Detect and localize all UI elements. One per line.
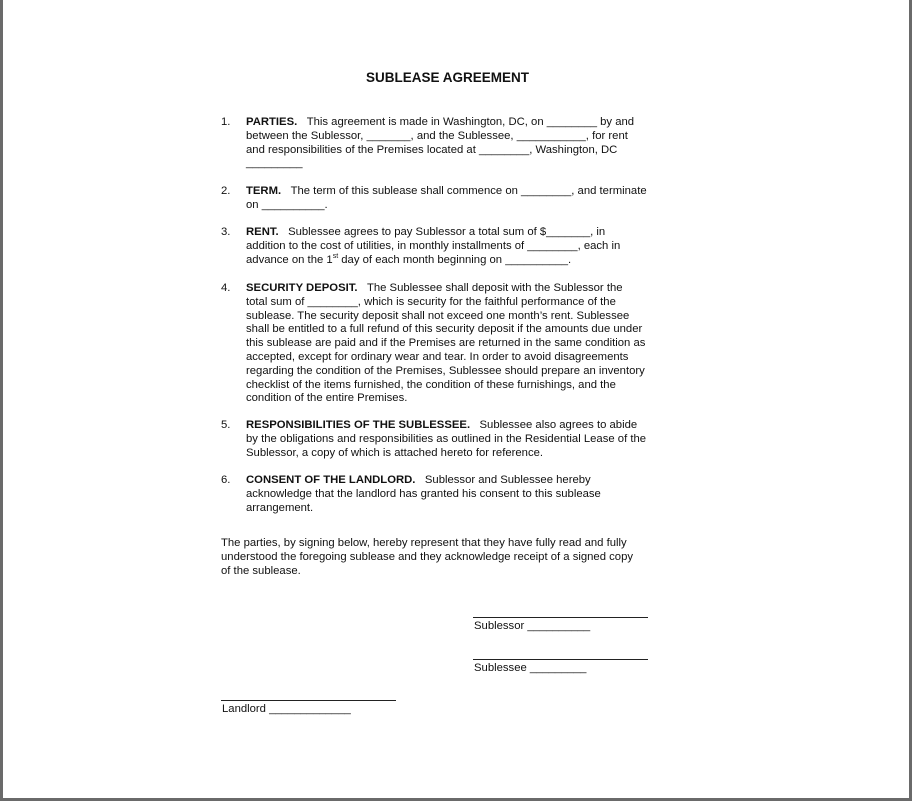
section-line: condition of the entire Premises. [246, 392, 408, 405]
section-line: The term of this sublease shall commence on ________, and terminate [290, 185, 647, 197]
section-rent [221, 226, 676, 267]
section-number: 2. [221, 185, 231, 197]
section-line: on __________. [246, 198, 328, 211]
section-line: acknowledge that the landlord has granted his consent to this sublease [246, 487, 601, 500]
closing-line: The parties, by signing below, hereby represent that they have fully read and fully [221, 537, 627, 549]
closing-line: understood the foregoing sublease and they acknowledge receipt of a signed copy [221, 550, 633, 563]
section-security-deposit [221, 282, 676, 406]
document-title: SUBLEASE AGREEMENT [365, 70, 529, 85]
section-line: total sum of ________, which is security for the faithful performance of the [246, 295, 616, 308]
section-number: 3. [221, 226, 231, 238]
section-line: by the obligations and responsibilities as outlined in the Residential Lease of the [246, 432, 647, 445]
section-line: Sublessee also agrees to abide [479, 419, 638, 431]
section-parties [221, 116, 676, 171]
section-number: 6. [221, 474, 231, 486]
section-line: The Sublessee shall deposit with the Sublessor the [366, 282, 623, 294]
section-heading: CONSENT OF THE LANDLORD. [246, 474, 416, 486]
section-number: 5. [221, 419, 231, 431]
section-line: _________ [246, 157, 303, 170]
section-line: and responsibilities of the Premises located at ________, Washington, DC [246, 143, 618, 156]
landlord-signature-line [221, 700, 396, 701]
sublessee-label: Sublessee _________ [474, 662, 587, 674]
section-line: Sublessee agrees to pay Sublessor a total sum of $_______, in [288, 226, 606, 238]
section-number: 1. [221, 116, 231, 128]
section-number: 4. [221, 282, 231, 294]
section-line: This agreement is made in Washington, DC, on ________ by and [306, 116, 635, 128]
section-heading: SECURITY DEPOSIT. [246, 282, 358, 294]
section-line: advance on the 1 [246, 253, 333, 266]
section-line: accepted, except for ordinary wear and tear. In order to avoid disagreements [246, 350, 629, 363]
section-line: sublease. The security deposit shall not exceed one month’s rent. Sublessee [246, 309, 630, 322]
ordinal-suffix: st [332, 252, 339, 260]
section-responsibilities [221, 419, 676, 460]
section-consent [221, 474, 676, 515]
landlord-label: Landlord _____________ [222, 703, 351, 715]
section-line: between the Sublessor, _______, and the Sublessee, ___________, for rent [246, 129, 628, 142]
sublessee-signature-line [473, 659, 648, 660]
section-heading: PARTIES. [246, 116, 298, 128]
section-line: checklist of the items furnished, the condition of these furnishings, and the [246, 378, 616, 391]
closing-paragraph [221, 537, 676, 578]
section-heading: TERM. [246, 185, 282, 197]
section-line: arrangement. [246, 501, 314, 514]
sublessor-signature-line [473, 617, 648, 618]
section-line: regarding the condition of the Premises, Sublessee should prepare an inventory [246, 364, 645, 377]
section-line: day of each month beginning on __________. [338, 253, 572, 266]
section-term [221, 185, 676, 213]
section-heading: RENT. [246, 226, 279, 238]
section-line: addition to the cost of utilities, in monthly installments of ________, each in [246, 239, 621, 252]
sublessor-label: Sublessor __________ [474, 620, 591, 632]
closing-line: of the sublease. [221, 564, 301, 577]
section-line: shall be entitled to a full refund of this security deposit if the amounts due under [246, 323, 643, 336]
section-line: this sublease are paid and if the Premises are returned in the same condition as [246, 337, 646, 350]
section-line: Sublessor, a copy of which is attached hereto for reference. [246, 446, 544, 459]
section-line: Sublessor and Sublessee hereby [424, 474, 591, 486]
section-heading: RESPONSIBILITIES OF THE SUBLESSEE. [246, 419, 471, 431]
